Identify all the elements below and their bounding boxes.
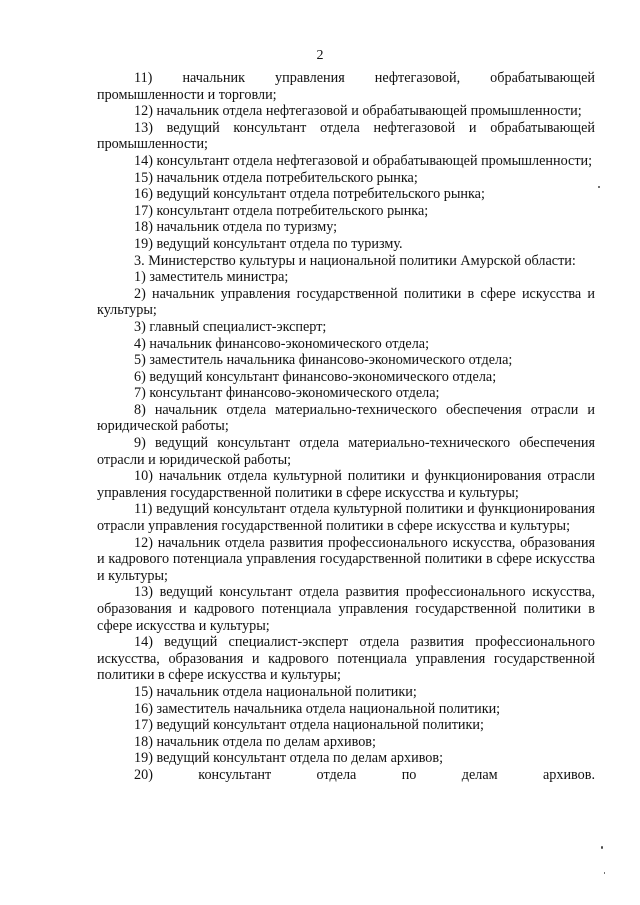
list-item: 20) консультант отдела по делам архивов. <box>134 766 595 783</box>
scan-speck <box>598 186 600 188</box>
document-body <box>97 70 595 784</box>
list-item: 9) ведущий консультант отдела материально-технического обеспечения отрасли и юридической работы; <box>97 435 595 468</box>
scan-speck <box>604 872 605 874</box>
list-item: 19) ведущий консультант отдела по делам архивов; <box>134 750 444 767</box>
list-item: 12) начальник отдела развития профессионального искусства, образования и кадрового потенциала управления государственной политики в сфере искусства и культуры; <box>97 534 595 584</box>
list-item: 16) заместитель начальника отдела национальной политики; <box>134 700 501 717</box>
list-item: 18) начальник отдела по туризму; <box>134 219 338 236</box>
list-item: 8) начальник отдела материально-технического обеспечения отрасли и юридической работы; <box>97 401 595 435</box>
list-item: 18) начальник отдела по делам архивов; <box>134 733 376 750</box>
list-item: 13) ведущий консультант отдела развития профессионального искусства, образования и кадрового потенциала управления государственной политики в сфере искусства и культуры; <box>97 584 595 634</box>
section-heading: 3. Министерство культуры и национальной политики Амурской области: <box>134 252 576 269</box>
list-item: 15) начальник отдела национальной политики; <box>134 683 417 700</box>
list-item: 1) заместитель министра; <box>134 269 289 286</box>
list-item: 3) главный специалист-эксперт; <box>134 318 327 335</box>
list-item: 17) консультант отдела потребительского рынка; <box>134 202 429 219</box>
list-item: 15) начальник отдела потребительского рынка; <box>134 169 418 186</box>
list-item: 14) консультант отдела нефтегазовой и обрабатывающей промышленности; <box>134 152 593 169</box>
list-item: 5) заместитель начальника финансово-экономического отдела; <box>134 352 513 369</box>
list-item: 11) начальник управления нефтегазовой, обрабатывающей промышленности и торговли; <box>97 70 595 103</box>
list-item: 10) начальник отдела культурной политики и функционирования отрасли управления государственной политики в сфере искусства и культуры; <box>97 468 595 501</box>
list-item: 14) ведущий специалист-эксперт отдела развития профессионального искусства, образования и кадрового потенциала управления государственной политики в сфере искусства и культуры; <box>97 634 595 684</box>
list-item: 17) ведущий консультант отдела национальной политики; <box>134 717 484 734</box>
list-item: 16) ведущий консультант отдела потребительского рынка; <box>134 186 485 203</box>
page-number: 2 <box>316 48 324 63</box>
list-item: 19) ведущий консультант отдела по туризму. <box>134 235 403 252</box>
list-item: 12) начальник отдела нефтегазовой и обрабатывающей промышленности; <box>134 103 582 120</box>
list-item: 2) начальник управления государственной политики в сфере искусства и культуры; <box>97 285 595 319</box>
list-item: 13) ведущий консультант отдела нефтегазовой и обрабатывающей промышленности; <box>97 119 595 153</box>
list-item: 6) ведущий консультант финансово-экономического отдела; <box>134 368 497 385</box>
list-item: 7) консультант финансово-экономического отдела; <box>134 385 440 402</box>
list-item: 4) начальник финансово-экономического отдела; <box>134 335 430 352</box>
scan-speck <box>601 846 603 849</box>
list-item: 11) ведущий консультант отдела культурной политики и функционирования отрасли управления государственной политики в сфере искусства и культуры; <box>97 501 595 535</box>
